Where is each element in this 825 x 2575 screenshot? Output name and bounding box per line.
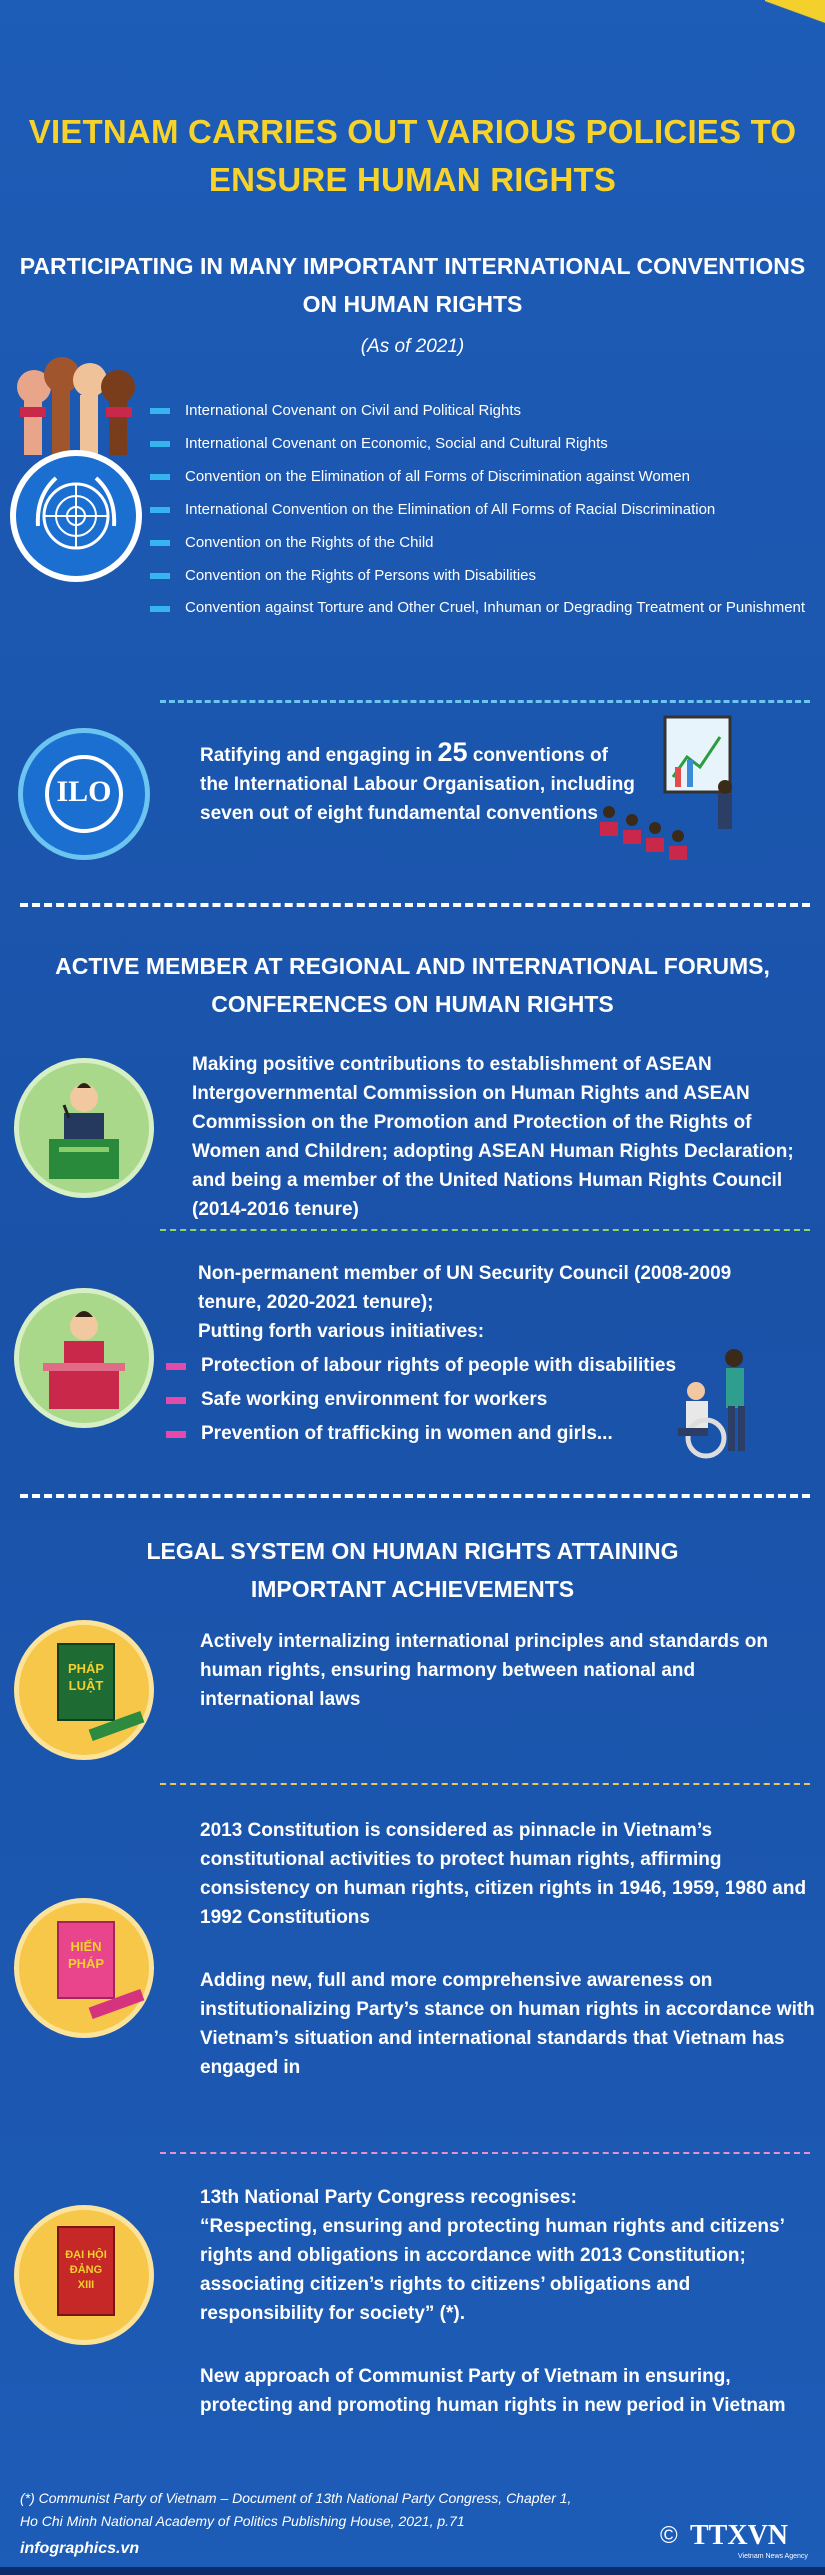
un-logo-icon [10, 450, 142, 582]
institutionalizing-text: Adding new, full and more comprehensive awareness on institutionalizing Party’s stance on human rights in accordance with Vietnam’s situation and international standards that Vietnam has engaged in [200, 1970, 815, 2078]
as-of-label: (As of 2021) [360, 336, 465, 357]
asean-text: Making positive contributions to establishment of ASEAN Intergovernmental Commission on Human Rights and ASEAN Commission on the Promotion and Protection of the Rights of Women and Children; adopting ASEAN Human Rights Declaration; and being a member of the United Nations Human Rights Council (2014-2016 tenure) [192, 1054, 794, 1220]
section1-title [0, 247, 825, 323]
ilo-text [200, 738, 640, 828]
footnote [20, 2487, 660, 2533]
section-divider [20, 903, 810, 907]
ilo-text-suffix: conventions of the International Labour Organisation, including seven out of eight fundamental conventions [200, 745, 635, 824]
ilo-text-prefix: Ratifying and engaging in [200, 745, 438, 766]
ttxvn-logo [660, 2520, 810, 2560]
book-label [57, 1660, 115, 1694]
internalizing-text: Actively internalizing international principles and standards on human rights, ensuring harmony between national and international laws [200, 1631, 768, 1710]
unsc-text [198, 1259, 798, 1346]
new-approach-text: New approach of Communist Party of Vietnam in ensuring, protecting and promoting human rights in new period in Vietnam [200, 2366, 786, 2416]
corner-decoration [765, 0, 825, 90]
party-congress-book-icon [14, 2205, 154, 2345]
section3-title-line-2: IMPORTANT ACHIEVEMENTS [250, 1576, 575, 1602]
ilo-number: 25 [437, 737, 468, 767]
logo-text: TTXVN [690, 2520, 789, 2551]
speaker-podium-icon [14, 1288, 154, 1428]
section3-title-line-1: LEGAL SYSTEM ON HUMAN RIGHTS ATTAINING [146, 1538, 679, 1564]
unsc-tenure-text: Non-permanent member of UN Security Council (2008-2009 tenure, 2020-2021 tenure); [198, 1263, 732, 1313]
page-title [0, 108, 825, 204]
section2-title [0, 947, 825, 1023]
speaker-podium-icon [14, 1058, 154, 1198]
section3-title [0, 1532, 825, 1608]
initiative-list [166, 1349, 726, 1451]
divider [160, 1783, 810, 1785]
initiatives-intro: Putting forth various initiatives: [198, 1321, 485, 1342]
book-label-line: ĐẠI HỘI [65, 2249, 107, 2261]
list-item: Convention on the Rights of the Child [150, 526, 810, 559]
list-item: Protection of labour rights of people with disabilities [166, 1349, 726, 1383]
section1-title-line-2: ON HUMAN RIGHTS [302, 291, 523, 317]
presentation-icon [595, 712, 745, 882]
party-congress-intro: 13th National Party Congress recognises: [200, 2187, 577, 2208]
list-item: Convention on the Rights of Persons with Disabilities [150, 559, 810, 592]
list-item: Safe working environment for workers [166, 1383, 726, 1417]
book-label-line: HIẾN [70, 1939, 102, 1954]
logo-subtext: Vietnam News Agency [738, 2553, 808, 2560]
footnote-line-2: Ho Chi Minh National Academy of Politics Publishing House, 2021, p.71 [20, 2513, 465, 2529]
raised-fists-icon [14, 345, 144, 460]
list-item: International Convention on the Elimination of All Forms of Racial Discrimination [150, 493, 810, 526]
section2-title-line-1: ACTIVE MEMBER AT REGIONAL AND INTERNATIONAL FORUMS, [55, 953, 770, 979]
section2-title-line-2: CONFERENCES ON HUMAN RIGHTS [211, 991, 614, 1017]
footnote-line-1: (*) Communist Party of Vietnam – Document of 13th National Party Congress, Chapter 1, [20, 2490, 572, 2506]
party-congress-quote: “Respecting, ensuring and protecting human rights and citizens’ rights and obligations in accordance with 2013 Constitution; associating citizen’s rights to citizens’ obligations and responsibility for society” (*). [200, 2216, 784, 2324]
ilo-logo-icon [18, 728, 150, 860]
title-line-2: ENSURE HUMAN RIGHTS [208, 161, 617, 198]
list-item: International Covenant on Economic, Social and Cultural Rights [150, 427, 810, 460]
list-item: International Covenant on Civil and Political Rights [150, 394, 810, 427]
divider [160, 700, 810, 703]
list-item: Convention against Torture and Other Cruel, Inhuman or Degrading Treatment or Punishment [150, 592, 810, 623]
party-congress-text [200, 2183, 815, 2328]
book-label-line: LUẬT [68, 1678, 104, 1693]
book-label-line: PHÁP [67, 1661, 105, 1676]
constitution-book-icon [14, 1898, 154, 2038]
book-label [57, 1938, 115, 1972]
book-label-line: XIII [77, 2279, 95, 2291]
list-item: Prevention of trafficking in women and girls... [166, 1417, 726, 1451]
divider [160, 2152, 810, 2154]
book-label [57, 2248, 115, 2293]
ilo-logo-label: ILO [56, 775, 112, 808]
footer-bar [0, 2567, 825, 2575]
list-item: Convention on the Elimination of all Forms of Discrimination against Women [150, 460, 810, 493]
wheelchair-icon [666, 1346, 766, 1461]
section1-title-line-1: PARTICIPATING IN MANY IMPORTANT INTERNATIONAL CONVENTIONS [19, 253, 806, 279]
copyright-symbol: © [660, 2522, 678, 2549]
title-line-1: VIETNAM CARRIES OUT VARIOUS POLICIES TO [28, 113, 797, 150]
footer-site[interactable]: infographics.vn [20, 2540, 140, 2557]
law-book-icon [14, 1620, 154, 1760]
divider [160, 1229, 810, 1231]
constitution-text: 2013 Constitution is considered as pinnacle in Vietnam’s constitutional activities to protect human rights, affirming consistency on human rights, citizen rights in 1946, 1959, 1980 and 1992 Constitutions [200, 1820, 807, 1928]
book-label-line: ĐẢNG [69, 2264, 103, 2276]
book-label-line: PHÁP [67, 1956, 105, 1971]
convention-list [150, 394, 810, 623]
section-divider [20, 1494, 810, 1498]
